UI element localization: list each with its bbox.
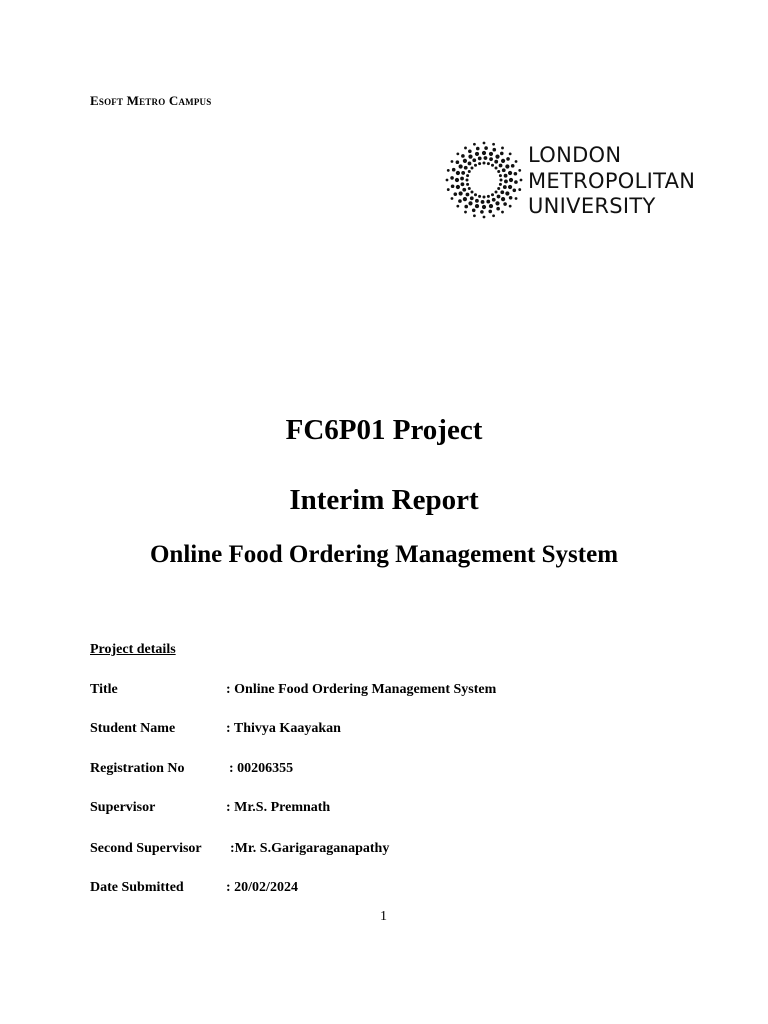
dotted-starburst-icon: [444, 140, 524, 220]
project-details-heading: Project details: [90, 642, 176, 657]
detail-label: Student Name: [90, 721, 176, 736]
detail-value: : Mr.S. Premnath: [226, 800, 331, 815]
report-type-title: Interim Report: [289, 484, 479, 516]
detail-row-registration-no: [90, 761, 294, 777]
detail-label: Supervisor: [90, 800, 156, 815]
detail-row-second-supervisor: [90, 841, 390, 857]
detail-label: Registration No: [90, 761, 185, 776]
detail-value: :Mr. S.Garigaraganapathy: [230, 841, 390, 856]
university-wordmark: [528, 143, 695, 220]
detail-value: : Online Food Ordering Management System: [226, 682, 497, 697]
system-name-title: Online Food Ordering Management System: [149, 541, 619, 568]
logo-line-university: UNIVERSITY: [528, 194, 656, 218]
detail-value: : Thivya Kaayakan: [226, 721, 341, 736]
detail-label: Title: [90, 682, 118, 697]
page-number: 1: [380, 909, 387, 924]
detail-row-supervisor: [90, 800, 331, 816]
detail-row-student-name: [90, 721, 341, 737]
detail-row-date-submitted: [90, 880, 298, 896]
project-code-title: FC6P01 Project: [285, 414, 483, 446]
detail-label: Date Submitted: [90, 880, 184, 895]
university-logo: [444, 140, 744, 224]
detail-value: : 00206355: [229, 761, 294, 776]
campus-name: Esoft Metro Campus: [90, 93, 212, 108]
logo-line-london: LONDON: [528, 143, 622, 167]
logo-line-metropolitan: METROPOLITAN: [528, 168, 696, 193]
detail-value: : 20/02/2024: [226, 880, 298, 895]
detail-label: Second Supervisor: [90, 841, 202, 856]
detail-row-title: [90, 682, 497, 698]
